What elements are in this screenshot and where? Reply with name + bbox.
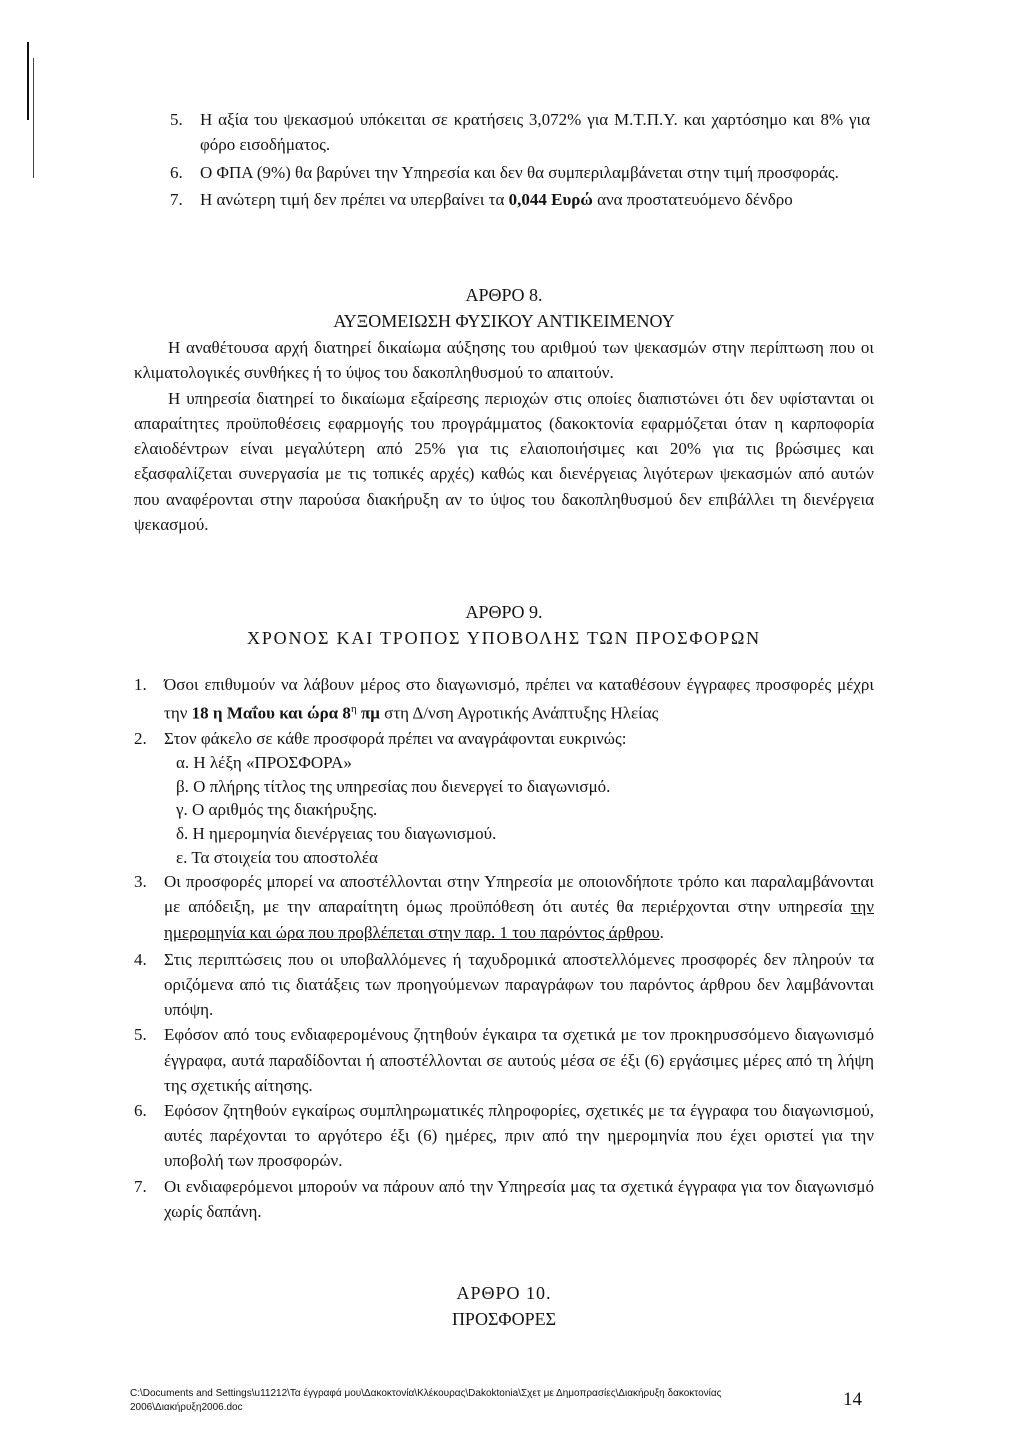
item-text: . [659,922,664,942]
item-text: Όσοι επιθυμούν να λάβουν μέρος στο διαγωνισμό, πρέπει να καταθέσουν έγγραφες προσφορές μέχρι την [164,675,874,723]
item-number: 7. [134,1176,147,1196]
article-9-list [134,672,874,1224]
sub-item: ε. Τα στοιχεία του αποστολέα [176,847,378,867]
deadline-sup: η [350,703,357,716]
item-text: στη Δ/νση Αγροτικής Ανάπτυξης Ηλείας [379,703,659,723]
article-subtitle: ΑΥΞΟΜΕΙΩΣΗ ΦΥΣΙΚΟΥ ΑΝΤΙΚΕΙΜΕΝΟΥ [333,311,675,331]
item-number: 3. [134,872,147,892]
article-subtitle: ΧΡΟΝΟΣ ΚΑΙ ΤΡΟΠΟΣ ΥΠΟΒΟΛΗΣ ΤΩΝ ΠΡΟΣΦΟΡΩΝ [247,628,761,648]
item-text: ανα προστατευόμενο δένδρο [592,190,793,210]
item-text: Η αξία του ψεκασμού υπόκειται σε κρατήσεις 3,072% για Μ.Τ.Π.Υ. και χαρτόσημο και 8% για φόρο εισοδήματος. [200,110,870,155]
list-item [134,672,874,726]
item-text: Εφόσον ζητηθούν εγκαίρως συμπληρωματικές πληροφορίες, σχετικές με τα έγγραφα του διαγωνισμού, αυτές παρέχονται το αργότερο έξι (6) ημέρες, πριν από την ημερομηνία που έχει οριστεί για την υποβολή των προσφορών. [164,1101,874,1171]
page-number: 14 [843,1389,862,1410]
item-number: 2. [134,729,147,749]
item-number: 4. [134,949,147,969]
list-item [170,160,870,185]
item-number: 1. [134,675,147,694]
underlined-text: την ημερομηνία και ώρα που προβλέπεται στην παρ. 1 του παρόντος άρθρου [164,897,874,942]
item-text: Οι προσφορές μπορεί να αποστέλλονται στην Υπηρεσία με οποιονδήποτε τρόπο και παραλαμβάνονται με απόδειξη, με την απαραίτητη όμως προϋπόθεση ότι αυτές θα περιέρχονται στην υπηρεσία [164,872,874,917]
footer-path [130,1387,850,1415]
deadline-pm: πμ [356,703,380,723]
paragraph-text: Η υπηρεσία διατηρεί το δικαίωμα εξαίρεσης περιοχών στις οποίες διαπιστώνει ότι δεν υφίστανται οι απαραίτητες προϋποθέσεις εφαρμογής του προγράμματος (δακοκτονία εφαρμόζεται όταν η καρποφορία ελαιοδέντρων είναι μεγαλύτερη από 25% για τις ελαιοποιήσιμες και 20% για τις βρώσιμες και εξασφαλίζεται συνεργασία με τις τοπικές αρχές) καθώς και διενέργειας λιγότερων ψεκασμών από αυτών που αναφέρονται στην παρούσα διακήρυξη αν το ύψος του δακοπληθυσμού δεν επιβάλλει τη διενέργεια ψεκασμού. [134,388,874,535]
article-title: ΑΡΘΡΟ 9. [465,602,543,622]
article-10 [134,1281,874,1331]
item-text: Εφόσον από τους ενδιαφερομένους ζητηθούν έγκαιρα τα σχετικά με τον προκηρυσσόμενο διαγωνισμό έγγραφα, αυτά παραδίδονται ή αποστέλλονται σε αυτούς μέσα σε έξι (6) εργάσιμες μέρες από τη λήψη της σχετικής αίτησης. [164,1025,874,1095]
article-title: ΑΡΘΡΟ 10. [456,1283,552,1303]
paragraph-text: Η αναθέτουσα αρχή διατηρεί δικαίωμα αύξησης του αριθμού των ψεκασμών στην περίπτωση που οι κλιματολογικές συνθήκες ή το ύψος του δακοπληθυσμού το απαιτούν. [134,338,874,383]
list-item [134,947,874,1023]
sub-item: β. Ο πλήρης τίτλος της υπηρεσίας που διενεργεί το διαγωνισμό. [176,776,611,796]
list-item [170,187,870,212]
item-text: Ο ΦΠΑ (9%) θα βαρύνει την Υπηρεσία και δεν θα συμπεριλαμβάνεται στην τιμή προσφοράς. [200,162,839,182]
item-number: 6. [170,162,183,182]
article-9 [134,600,874,650]
footer-path-line: C:\Documents and Settings\u11212\Τα έγγραφά μου\Δακοκτονία\Κλέκουρας\Dakoktonia\Σχετ με Δημοπρασίες\Διακήρυξη δακοκτονίας [130,1388,722,1399]
list-item [134,1174,874,1224]
paragraph [134,386,874,538]
item-number: 5. [170,110,183,129]
item-text: Η ανώτερη τιμή δεν πρέπει να υπερβαίνει τα [200,190,509,210]
item-text: Στις περιπτώσεις που οι υποβαλλόμενες ή ταχυδρομικά αποστελλόμενες προσφορές δεν πληρούν τα οριζόμενα από τις διατάξεις των προηγούμενων παραγράφων του παρόντος άρθρου δεν λαμβάνονται υπόψη. [164,949,874,1020]
article-subtitle: ΠΡΟΣΦΟΡΕΣ [451,1309,557,1329]
top-list [170,107,870,213]
footer-path-line: 2006\Διακήρυξη2006.doc [130,1402,243,1413]
item-number: 7. [170,190,183,210]
list-item [134,1022,874,1098]
sub-item: γ. Ο αριθμός της διακήρυξης. [176,800,378,820]
item-text: Οι ενδιαφερόμενοι μπορούν να πάρουν από την Υπηρεσία μας τα σχετικά έγγραφα για τον διαγωνισμό χωρίς δαπάνη. [164,1176,874,1221]
deadline: 18 η Μαΐου και ώρα 8 [191,703,351,723]
list-item [170,107,870,158]
article-8 [134,283,874,537]
list-item [134,1098,874,1174]
list-item [134,869,874,945]
item-number: 6. [134,1101,147,1121]
sub-item: α. Η λέξη «ΠΡΟΣΦΟΡΑ» [176,753,352,773]
item-text: Στον φάκελο σε κάθε προσφορά πρέπει να αναγράφονται ευκρινώς: [164,729,627,749]
item-number: 5. [134,1025,147,1045]
list-item [134,726,874,751]
scan-edge-mark [27,42,29,120]
article-title: ΑΡΘΡΟ 8. [465,285,543,305]
sub-item: δ. Η ημερομηνία διενέργειας του διαγωνισμού. [176,824,497,844]
paragraph [134,335,874,386]
scan-edge-mark [33,58,34,178]
max-price: 0,044 Ευρώ [508,190,593,210]
